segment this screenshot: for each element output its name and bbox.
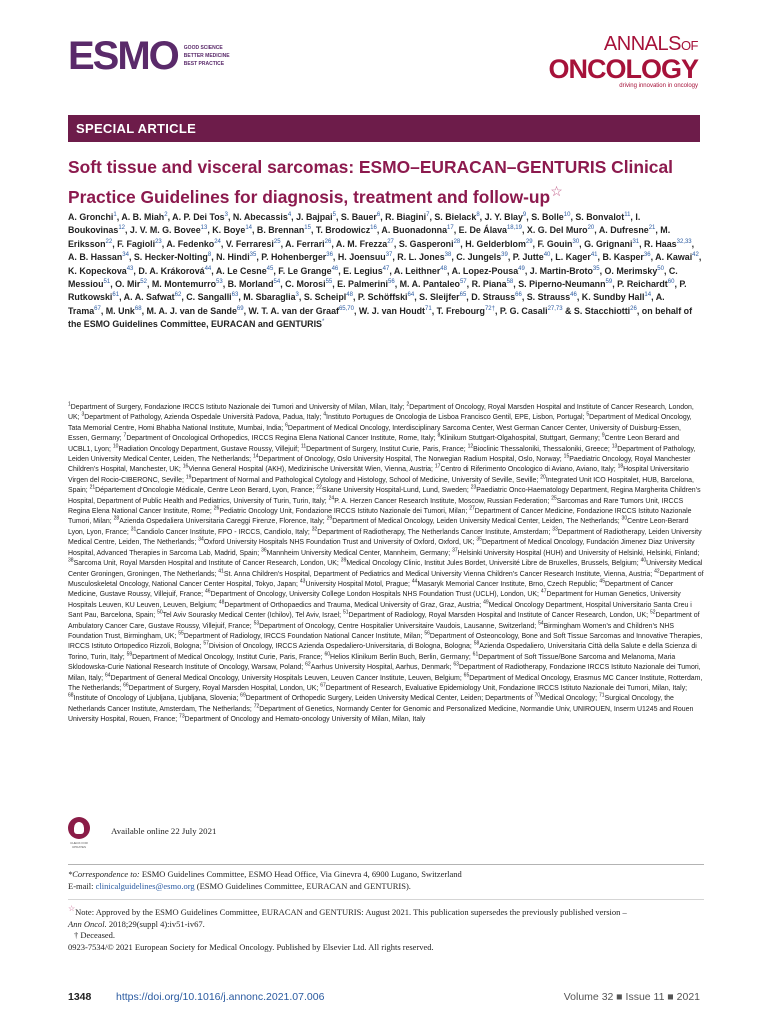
publication-note-ref (68, 919, 708, 931)
footnote-divider (68, 864, 704, 865)
annals-word: ANNALS (603, 33, 681, 55)
annals-tagline: driving innovation in oncology (619, 83, 698, 89)
annals-of-oncology-logo (548, 34, 698, 90)
volume-issue: Volume 32 ■ Issue 11 ■ 2021 (563, 991, 700, 1003)
article-type-banner (68, 115, 700, 142)
annals-logo-line1 (548, 34, 698, 56)
deceased-note: † Deceased. (74, 930, 116, 941)
esmo-logo (68, 36, 230, 76)
correspondence-note (68, 869, 708, 893)
available-online: Available online 22 July 2021 (111, 826, 217, 836)
publication-note-line (68, 903, 708, 919)
author-list: A. Gronchi$^1$, A. B. Miah$^2$, A. P. Dei Tos$^3$, N. Abecassis$^4$, J. Bajpai$^5$, S. Bauer$^6$, R. Biagini$^7$, S. Bielack$^8$, J. Y. Blay$^9$, S. Bolle$^{10}$, S. Bonvalot$^{11}$, I. Boukovinas$^{12}$, J. V. M. G. Bovee$^{13}$, K. Boye$^{14}$, B. Brennan$^{15}$, T. Brodowicz$^{16}$, A. Buonadonna$^{17}$, E. De Álava$^{18,19}$, X. G. Del Muro$^{20}$, A. Dufresne$^{21}$, M. Eriksson$^{22}$, F. Fagioli$^{23}$, A. Fedenko$^{24}$, V. Ferraresi$^{25}$, A. Ferrari$^{26}$, A. M. Frezza$^{27}$, S. Gasperoni$^{28}$, H. Gelderblom$^{29}$, F. Gouin$^{30}$, G. Grignani$^{31}$, R. Haas$^{32,33}$, A. B. Hassan$^{34}$, S. Hecker-Nolting$^8$, N. Hindi$^{35}$, P. Hohenberger$^{36}$, H. Joensuu$^{37}$, R. L. Jones$^{38}$, C. Jungels$^{39}$, P. Jutte$^{40}$, L. Kager$^{41}$, B. Kasper$^{36}$, A. Kawai$^{42}$, K. Kopeckova$^{43}$, D. A. Krákorová$^{44}$, A. Le Cesne$^{45}$, F. Le Grange$^{46}$, E. Legius$^{47}$, A. Leithner$^{48}$, A. Lopez-Pousa$^{49}$, J. Martin-Broto$^{35}$, O. Merimsky$^{50}$, C. Messiou$^{51}$, O. Mir$^{52}$, M. Montemurro$^{53}$, B. Morland$^{54}$, C. Morosi$^{55}$, E. Palmerini$^{56}$, M. A. Pantaleo$^{57}$, R. Piana$^{58}$, S. Piperno-Neumann$^{59}$, P. Reichardt$^{60}$, P. Rutkowski$^{61}$, A. A. Safwat$^{62}$, C. Sangalli$^{63}$, M. Sbaraglia$^3$, S. Scheipl$^{48}$, P. Schöffski$^{64}$, S. Sleijfer$^{65}$, D. Strauss$^{66}$, S. Strauss$^{46}$, K. Sundby Hall$^{14}$, A. Trama$^{67}$, M. Unk$^{68}$, M. A. J. van de Sande$^{69}$, W. T. A. van der Graaf$^{65,70}$, W. J. van Houdt$^{71}$, T. Frebourg$^{72\dagger}$, P. G. Casali$^{27,73}$ & S. Stacchiotti$^{26}$, on behalf of the ESMO Guidelines Committee, EURACAN and GENTURIS* (68, 212, 702, 330)
crossmark-icon[interactable] (68, 817, 90, 839)
article-title (68, 155, 698, 209)
correspondence-address: ESMO Guidelines Committee, ESMO Head Office, Via Ginevra 4, 6900 Lugano, Switzerland (139, 869, 462, 879)
article-title-text: Soft tissue and visceral sarcomas: ESMO–EURACAN–GENTURIS Clinical Practice Guidelines for diagnosis, treatment and follow-up (68, 157, 673, 207)
email-label: E-mail: (68, 880, 96, 891)
correspondence-lead: *Correspondence to: (68, 869, 140, 879)
correspondence-email-line (68, 881, 708, 893)
copyright-line: 0923-7534/© 2021 European Society for Medical Oncology. Published by Elsevier Ltd. All rights reserved. (68, 942, 434, 953)
esmo-tagline-3: BEST PRACTICE (183, 61, 225, 67)
page-footer (68, 990, 700, 1006)
doi-link[interactable]: https://doi.org/10.1016/j.annonc.2021.07.006 (116, 991, 325, 1003)
esmo-tagline-2: BETTER MEDICINE (183, 53, 230, 59)
annals-of-word: OF (680, 38, 698, 53)
page-number: 1348 (68, 991, 92, 1003)
esmo-tagline-1: GOOD SCIENCE (183, 45, 223, 51)
publication-note-text: Note: Approved by the ESMO Guidelines Committee, EURACAN and GENTURIS: August 2021. This publication supersedes the previously published version – (75, 906, 627, 917)
article-type: SPECIAL ARTICLE (76, 121, 197, 136)
footnote-divider-2 (68, 899, 704, 900)
correspondence-line (68, 869, 708, 881)
affiliations: $^1$Department of Surgery, Fondazione IRCCS Istituto Nazionale dei Tumori and University of Milan, Milan, Italy; $^2$Department of Oncology, Royal Marsden Hospital and Institute of Cancer Research, London, UK; $^3$Department of Pathology, Azienda Ospedale Università Padova, Padua, Italy; $^4$Instituto Portugues de Oncologia de Lisboa Francisco Gentil, EPE, Lisbon, Portugal; $^5$Department of Medical Oncology, Tata Memorial Centre, Homi Bhabha National Institute, Mumbai, India; $^6$Department of Medical Oncology, Interdisciplinary Sarcoma Center, West German Cancer Center, University of Duisburg-Essen, Essen, Germany; $^7$Department of Oncological Orthopedics, IRCCS Regina Elena National Cancer Institute, Rome, Italy; $^8$Klinikum Stuttgart-Olgahospital, Stuttgart, Germany; $^9$Centre Leon Berard and UCBL1, Lyon; $^{10}$Radiation Oncology Department, Gustave Roussy, Villejuif; $^{11}$Department of Surgery, Institut Curie, Paris, France; $^{12}$Bioclinic Thessaloniki, Thessaloniki, Greece; $^{13}$Department of Pathology, Leiden University Medical Center, Leiden, The Netherlands; $^{14}$Department of Oncology, Oslo University Hospital, The Norwegian Radium Hospital, Oslo, Norway; $^{15}$Paediatric Oncology, Royal Manchester Children’s Hospital, Manchester, UK; $^{16}$Vienna General Hospital (AKH), Medizinische Universität Wien, Vienna, Austria; $^{17}$Centro di Riferimento Oncologico di Aviano, Aviano, Italy; $^{18}$Hospital Universitario Virgen del Rocio-CIBERONC, Seville; $^{19}$Department of Normal and Pathological Cytology and Histology, School of Medicine, University of Seville, Seville; $^{20}$Integrated Unit ICO Hospitalet, HUB, Barcelona, Spain; $^{21}$Département d’Oncologie Médicale, Centre Leon Berard, Lyon, France; $^{22}$Skane University Hospital-Lund, Lund, Sweden; $^{23}$Paediatric Onco-Haematology Department, Regina Margherita Children’s Hospital, Department of Public Health and Pediatrics, University of Turin, Turin, Italy; $^{24}$P. A. Herzen Cancer Research Institute, Moscow, Russian Federation; $^{25}$Sarcomas and Rare Tumors Unit, IRCCS Regina Elena National Cancer Institute, Rome; $^{26}$Pediatric Oncology Unit, Fondazione IRCCS Istituto Nazionale dei Tumori, Milan; $^{27}$Department of Cancer Medicine, Fondazione IRCCS Istituto Nazionale Tumori, Milan; $^{28}$Azienda Ospedaliera Universitaria Careggi Firenze, Florence, Italy; $^{29}$Department of Medical Oncology, Leiden University Medical Center, Leiden, The Netherlands; $^{30}$Centre Leon-Berard Lyon, Lyon, France; $^{31}$Candiolo Cancer Institute, FPO - IRCCS, Candiolo, Italy; $^{32}$Department of Radiotherapy, The Netherlands Cancer Institute, Amsterdam; $^{33}$Department of Radiotherapy, Leiden University Medical Centre, Leiden, The Netherlands; $^{34}$Oxford University Hospitals NHS Foundation Trust and University of Oxford, Oxford, UK; $^{35}$Department of Medical Oncology, Fundación Jimenez Diaz University Hospital, Advanced Therapies in Sarcoma Lab, Madrid, Spain; $^{36}$Mannheim University Medical Center, Mannheim, Germany; $^{37}$Helsinki University Hospital (HUH) and University of Helsinki, Helsinki, Finland; $^{38}$Sarcoma Unit, Royal Marsden Hospital and Institute of Cancer Research, London, UK; $^{39}$Medical Oncology Clinic, Institut Jules Bordet, Université Libre de Bruxelles, Brussels, Belgium; $^{40}$University Medical Center Groningen, Groningen, The Netherlands; $^{41}$St. Anna Children’s Hospital, Department of Pediatrics and Medical University Vienna Children’s Cancer Research Institute, Vienna, Austria; $^{42}$Department of Musculoskeletal Oncology, National Cancer Center Hospital, Tokyo, Japan; $^{43}$University Hospital Motol, Prague; $^{44}$Masaryk Memorial Cancer Institute, Brno, Czech Republic; $^{45}$Department of Cancer Medicine, Gustave Roussy, Villejuif, France; $^{46}$Department of Oncology, University College London Hospitals NHS Foundation Trust (UCLH), London, UK; $^{47}$Department for Human Genetics, University Hospitals Leuven, KU Leuven, Leuven, Belgium; $^{48}$Department of Orthopaedics and Trauma, Medical University of Graz, Graz, Austria; $^{49}$Medical Oncology Department, Hospital Universitario Santa Creu i Sant Pau, Barcelona, Spain; $^{50}$Tel Aviv Sourasky Medical Center (Ichilov), Tel Aviv, Israel; $^{51}$Department of Radiology, Royal Marsden Hospital and Institute of Cancer Research, London, UK; $^{52}$Department of Ambulatory Cancer Care, Gustave Roussy, Villejuif, France; $^{53}$Department of Oncology, Centre Hospitalier Universitaire Vaudois, Lausanne, Switzerland; $^{54}$Birmingham Women’s and Children’s NHS Foundation Trust, Birmingham, UK; $^{55}$Department of Radiology, IRCCS Foundation National Cancer Institute, Milan; $^{56}$Department of Osteoncology, Bone and Soft Tissue Sarcomas and Innovative Therapies, IRCCS Istituto Ortopedico Rizzoli, Bologna; $^{57}$Division of Oncology, IRCCS Azienda Ospedaliero-Universitaria, di Bologna, Bologna; $^{58}$Azienda Ospedaliero, Universitaria Città della Salute e della Scienza di Torino, Turin, Italy; $^{59}$Department of Medical Oncology, Institut Curie, Paris, France; $^{60}$Helios Klinikum Berlin Buch, Berlin, Germany; $^{61}$Department of Soft Tissue/Bone Sarcoma and Melanoma, Maria Sklodowska-Curie National Research Institute of Oncology, Warsaw, Poland; $^{62}$Aarhus University Hospital, Aarhus, Denmark; $^{63}$Department of Radiotherapy, Fondazione IRCCS Istituto Nazionale dei Tumori, Milan, Italy; $^{64}$Department of General Medical Oncology, University Hospitals Leuven, Leuven Cancer Institute, Leuven, Belgium; $^{65}$Department of Medical Oncology, Erasmus MC Cancer Institute, Rotterdam, The Netherlands; $^{66}$Department of Surgery, Royal Marsden Hospital, London, UK; $^{67}$Department of Research, Evaluative Epidemiology Unit, Fondazione IRCCS Istituto Nazionale dei Tumori, Milan, Italy; $^{68}$Institute of Oncology of Ljubljana, Ljubljana, Slovenia; $^{69}$Department of Orthopedic Surgery, Leiden University Medical Center, Leiden; Departments of $^{70}$Medical Oncology; $^{71}$Surgical Oncology, the Netherlands Cancer Institute, Amsterdam, The Netherlands; $^{72}$Department of Genetics, Normandy Center for Genomic and Personalized Medicine, Normandie Univ, UNIROUEN, Inserm U1245 and Rouen University Hospital, Rouen, France; $^{73}$Department of Oncology and Hemato-oncology University of Milan, Milan, Italy (68, 401, 704, 724)
annals-logo-line2: ONCOLOGY (548, 54, 698, 84)
email-link[interactable]: clinicalguidelines@esmo.org (95, 880, 195, 891)
email-note: (ESMO Guidelines Committee, EURACAN and GENTURIS). (194, 880, 411, 891)
ann-oncol-ref: 2018;29(suppl 4):iv51-iv67. (106, 918, 205, 929)
ann-oncol-abbrev: Ann Oncol. (68, 918, 107, 929)
note-star-icon: ☆ (68, 904, 76, 913)
publication-note (68, 903, 708, 954)
esmo-tagline (184, 44, 230, 68)
crossmark-label: CHECK FOR UPDATES (70, 841, 88, 849)
title-footnote-star-icon[interactable]: ☆ (550, 183, 563, 199)
esmo-logo-mark: ESMO (68, 34, 178, 78)
